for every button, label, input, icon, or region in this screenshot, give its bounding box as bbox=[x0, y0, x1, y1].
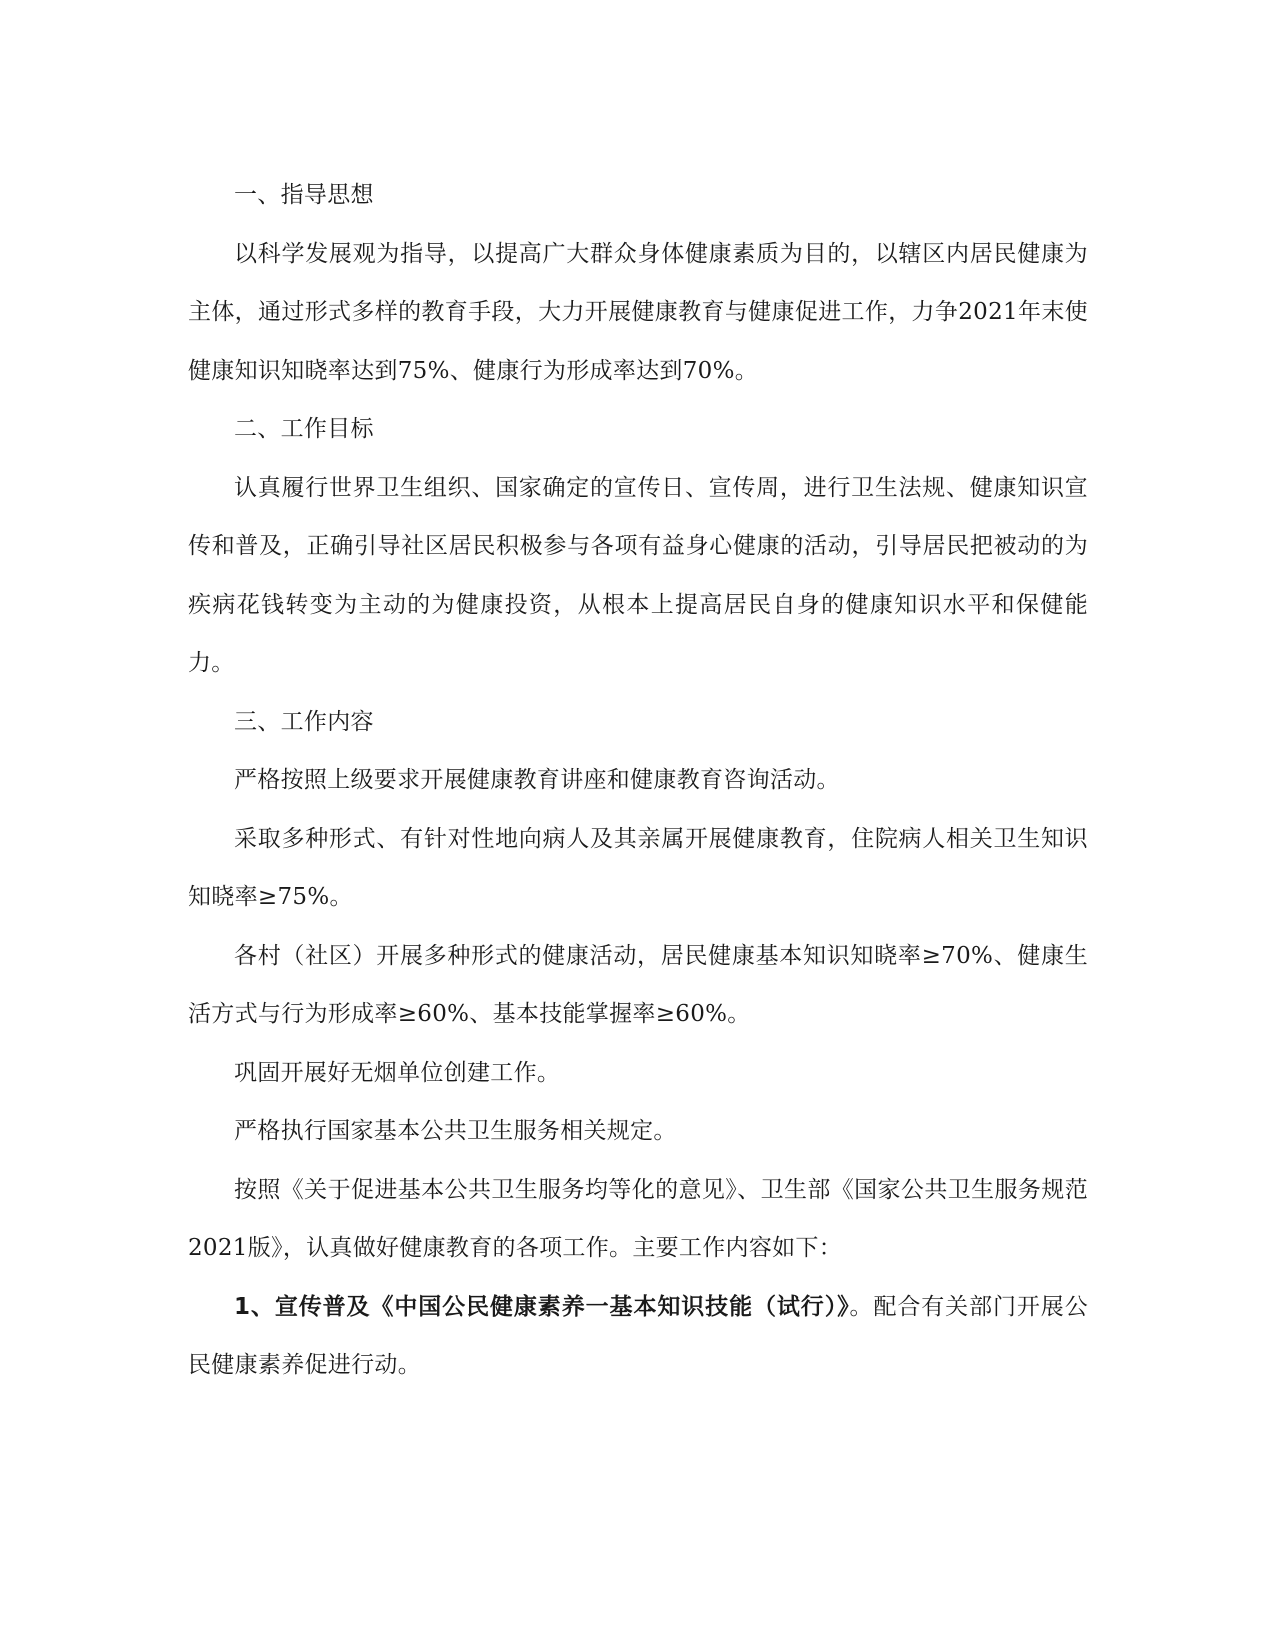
section-heading-guiding-ideology: 一、指导思想 bbox=[234, 182, 374, 208]
section-heading-work-content: 三、工作内容 bbox=[234, 708, 374, 735]
paragraph-work-content-3: 各村（社区）开展多种形式的健康活动，居民健康基本知识知晓率≥70%、健康生活方式与行为形成率≥60%、基本技能掌握率≥60%。 bbox=[188, 942, 1088, 1027]
paragraph-work-goals: 认真履行世界卫生组织、国家确定的宣传日、宣传周，进行卫生法规、健康知识宣传和普及，正确引导社区居民积极参与各项有益身心健康的活动，引导居民把被动的为疾病花钱转变为主动的为健康投资，从根本上提高居民自身的健康知识水平和保健能力。 bbox=[188, 474, 1088, 676]
paragraph-work-content-2: 采取多种形式、有针对性地向病人及其亲属开展健康教育，住院病人相关卫生知识知晓率≥75%。 bbox=[188, 825, 1088, 910]
document-body bbox=[188, 166, 1088, 1395]
item-1-paragraph bbox=[188, 1278, 1088, 1395]
paragraph-work-content-6: 按照《关于促进基本公共卫生服务均等化的意见》、卫生部《国家公共卫生服务规范2021版》，认真做好健康教育的各项工作。主要工作内容如下： bbox=[188, 1176, 1088, 1261]
section-heading-work-goals: 二、工作目标 bbox=[234, 416, 374, 442]
item-1-normal-text: 。配合有关部门开展公民健康素养促进行动。 bbox=[188, 1293, 1089, 1378]
paragraph-work-content-4: 巩固开展好无烟单位创建工作。 bbox=[234, 1059, 561, 1086]
paragraph-guiding-ideology: 以科学发展观为指导，以提高广大群众身体健康素质为目的，以辖区内居民健康为主体，通过形式多样的教育手段，大力开展健康教育与健康促进工作，力争2021年末使健康知识知晓率达到75%、健康行为形成率达到70%。 bbox=[188, 240, 1088, 384]
item-1-bold-text: 1、宣传普及《中国公民健康素养一基本知识技能（试行）》 bbox=[234, 1293, 850, 1320]
paragraph-work-content-5: 严格执行国家基本公共卫生服务相关规定。 bbox=[234, 1118, 677, 1144]
paragraph-work-content-1: 严格按照上级要求开展健康教育讲座和健康教育咨询活动。 bbox=[234, 767, 840, 793]
